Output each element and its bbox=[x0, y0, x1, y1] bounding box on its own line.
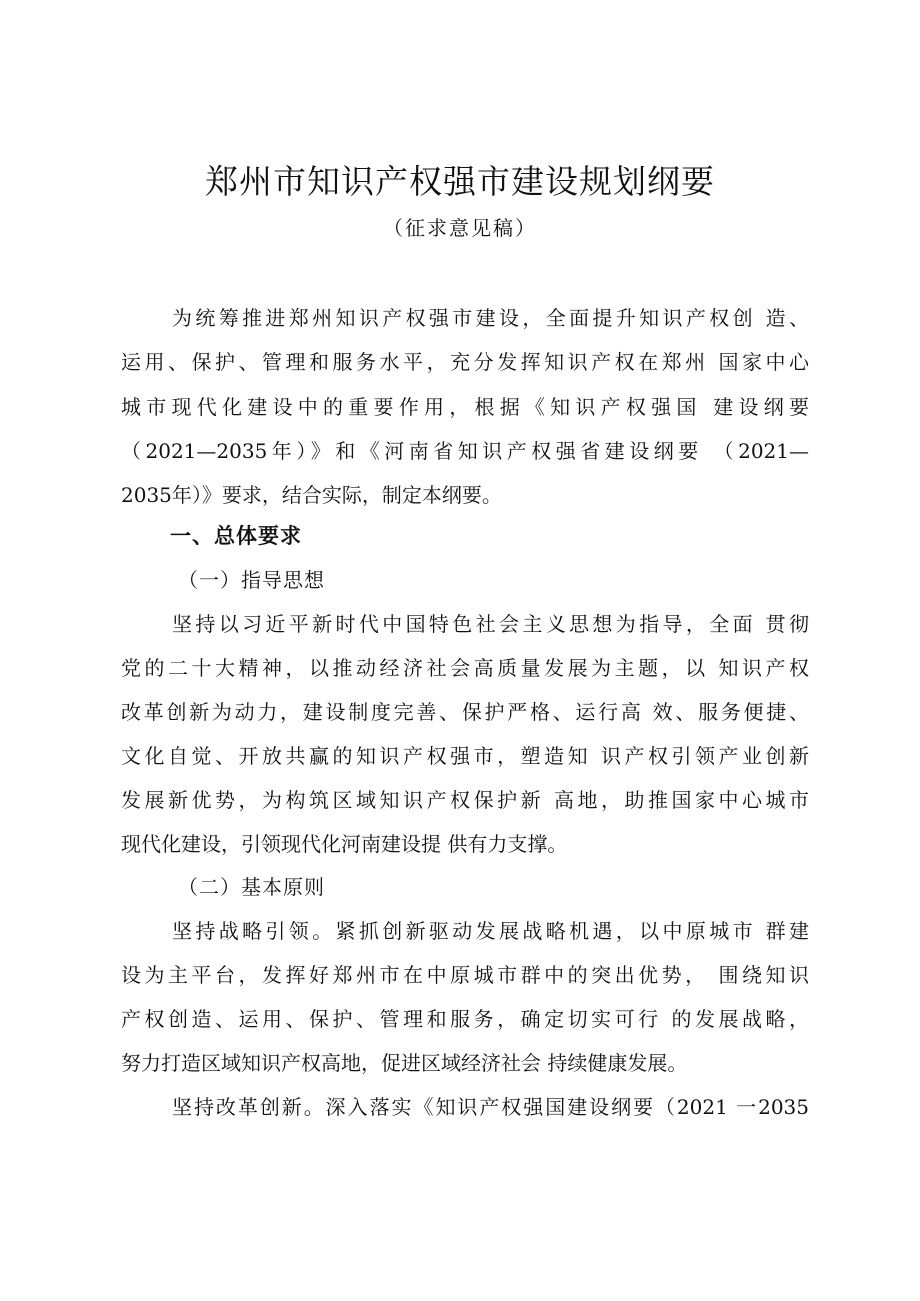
guiding-ideology-line-2: 党的二十大精神，以推动经济社会高质量发展为主题，以 知识产权 bbox=[121, 656, 809, 680]
principle-strategy-line-3: 产权创造、运用、保护、管理和服务，确定切实可行 的发展战略， bbox=[121, 1007, 809, 1031]
principle-reform-line-1: 坚持改革创新。深入落实《知识产权强国建设纲要（2021 一2035 bbox=[172, 1095, 809, 1119]
section-heading-general-requirements: 一、总体要求 bbox=[170, 524, 302, 548]
intro-line-5: 2035年）》要求，结合实际，制定本纲要。 bbox=[121, 483, 502, 507]
document-title: 郑州市知识产权强市建设规划纲要 bbox=[205, 162, 715, 201]
principle-strategy-line-1: 坚持战略引领。紧抓创新驱动发展战略机遇，以中原城市 群建 bbox=[172, 919, 809, 943]
principle-strategy-line-4: 努力打造区域知识产权高地，促进区域经济社会 持续健康发展。 bbox=[121, 1051, 688, 1075]
intro-line-3: 城市现代化建设中的重要作用，根据《知识产权强国 建设纲要 bbox=[121, 395, 809, 419]
principle-strategy-line-2: 设为主平台，发挥好郑州市在中原城市群中的突出优势， 围绕知识 bbox=[121, 963, 809, 987]
intro-line-2: 运用、保护、管理和服务水平，充分发挥知识产权在郑州 国家中心 bbox=[121, 350, 809, 374]
guiding-ideology-line-3: 改革创新为动力，建设制度完善、保护严格、运行高 效、服务便捷、 bbox=[121, 700, 809, 724]
subheading-basic-principles: （二）基本原则 bbox=[178, 875, 325, 899]
intro-line-4: （2021—2035年）》和《河南省知识产权强省建设纲要 （2021— bbox=[121, 439, 809, 463]
guiding-ideology-line-5: 发展新优势，为构筑区域知识产权保护新 高地，助推国家中心城市 bbox=[121, 788, 809, 812]
document-subtitle: （征求意见稿） bbox=[383, 216, 537, 240]
subheading-guiding-ideology: （一）指导思想 bbox=[178, 568, 325, 592]
guiding-ideology-line-1: 坚持以习近平新时代中国特色社会主义思想为指导，全面 贯彻 bbox=[172, 612, 809, 636]
intro-line-1: 为统筹推进郑州知识产权强市建设，全面提升知识产权创 造、 bbox=[172, 306, 809, 330]
guiding-ideology-line-6: 现代化建设，引领现代化河南建设提 供有力支撑。 bbox=[121, 832, 568, 856]
guiding-ideology-line-4: 文化自觉、开放共赢的知识产权强市，塑造知 识产权引领产业创新 bbox=[121, 744, 809, 768]
